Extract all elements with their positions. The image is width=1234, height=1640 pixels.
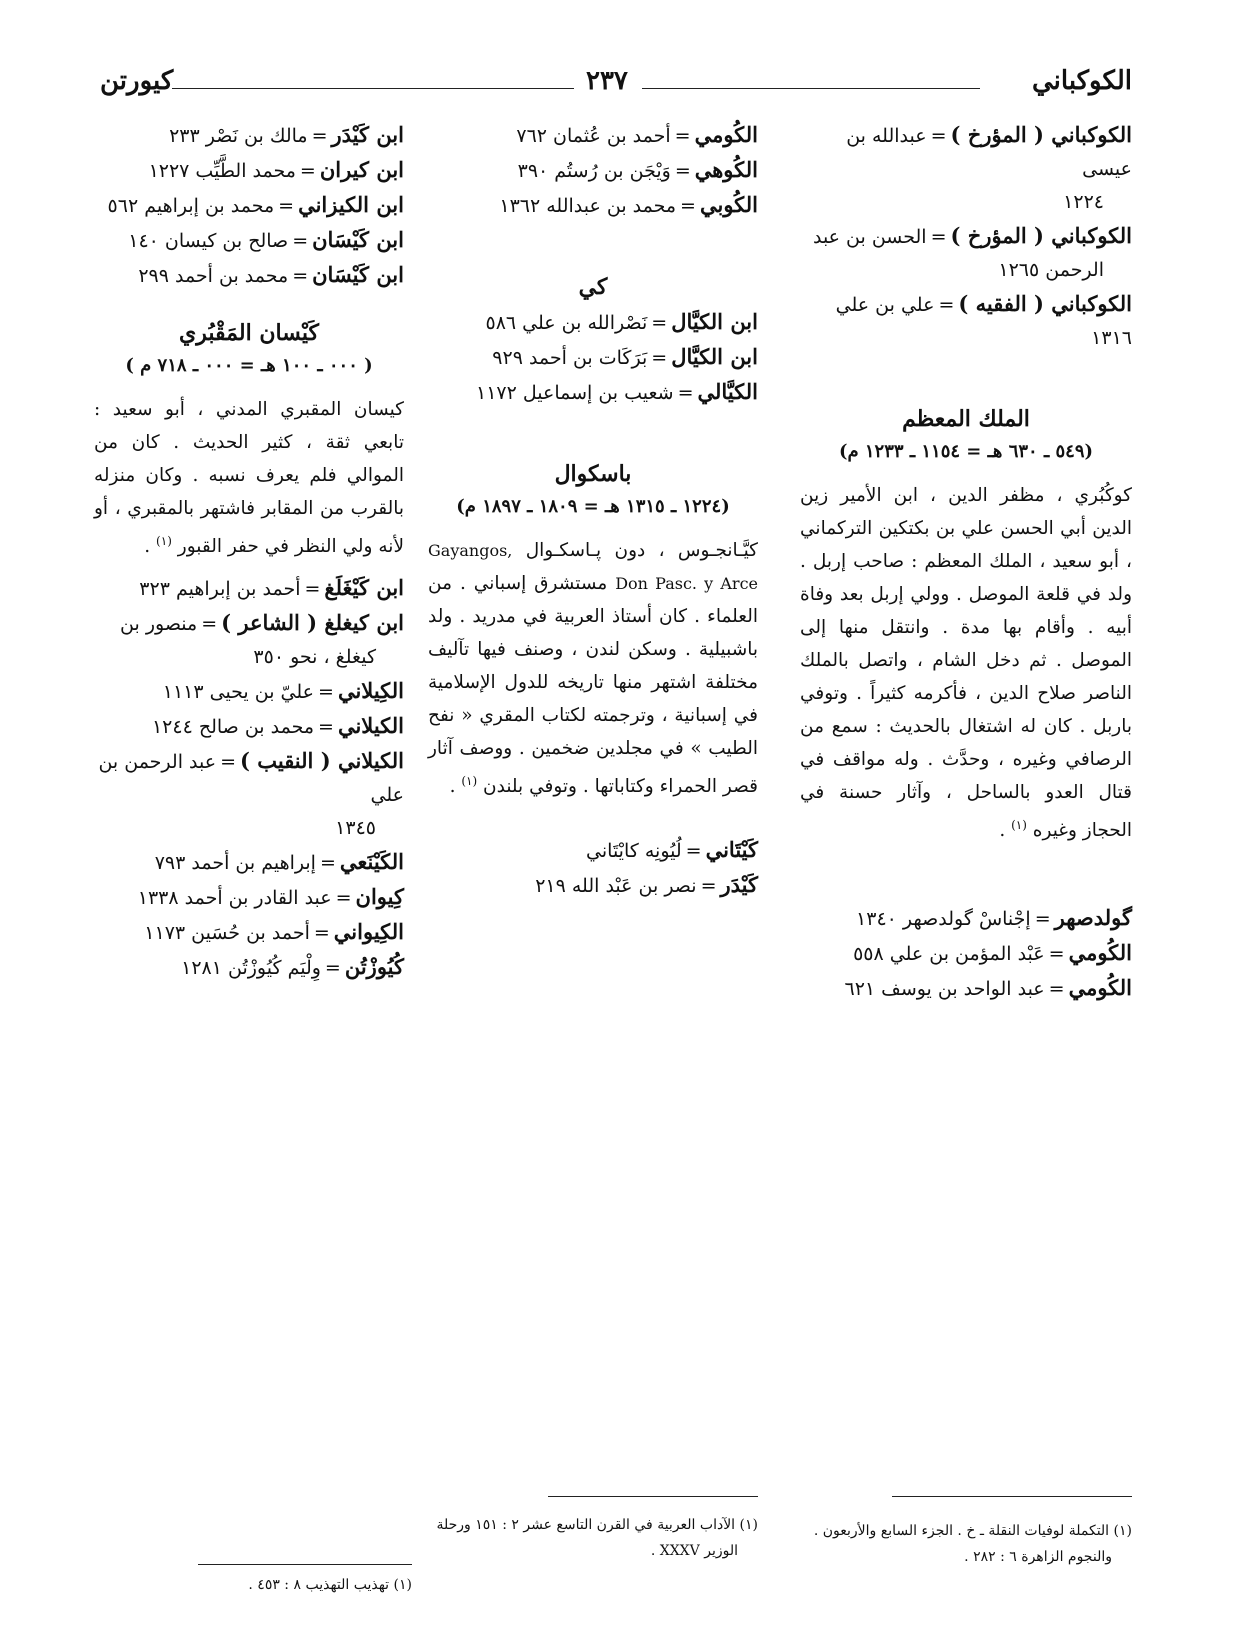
index-entry: الكُومي=عبد الواحد بن يوسف ٦٢١: [844, 975, 1132, 1001]
index-entry-cont: كيغلغ ، نحو ٣٥٠: [253, 646, 376, 669]
index-entry: الكِيلاني=عليّ بن يحيى ١١١٣: [162, 678, 404, 704]
footnote-line: (١) التكملة لوفيات النقلة ـ خ . الجزء السابع والأربعون .: [813, 1523, 1132, 1539]
index-entry: ابن كيغلغ ( الشاعر )=منصور بن: [120, 610, 404, 636]
index-entry: الكيلاني ( النقيب )=عبد الرحمن بن علي: [98, 748, 404, 807]
latin-name: Gayangos, Don Pasc. y Arce: [428, 541, 758, 593]
index-entry: الكيلاني=محمد بن صالح ١٢٤٤: [151, 713, 404, 739]
section-title: كَيْسان المَقْبُري: [179, 320, 319, 346]
footnote-marker: (١): [1011, 818, 1027, 832]
footnote-rule-middle: [548, 1496, 758, 1497]
middle-column: [428, 118, 758, 903]
index-entry: ابن كَيْدَر=مالك بن نَصْر ٢٣٣: [169, 122, 404, 147]
right-column: [800, 118, 1132, 1006]
header-right-word: الكوكباني: [1032, 66, 1132, 96]
footnote-line: والنجوم الزاهرة ٦ : ٢٨٢ .: [964, 1549, 1112, 1565]
index-entry: الكوكباني ( المؤرخ )=الحسن بن عبد: [812, 223, 1132, 248]
index-entry: ابن الكيَّال=نَصْرالله بن علي ٥٨٦: [485, 309, 758, 334]
index-entry: الكُوبي=محمد بن عبدالله ١٣٦٢: [499, 192, 758, 217]
section-title: باسكوال: [554, 461, 632, 487]
footnote-rule-right: [892, 1496, 1132, 1497]
index-entry: الكوكباني ( المؤرخ )=عبدالله بن عيسى: [846, 122, 1132, 180]
header-rule-left: [172, 88, 574, 89]
index-entry: كَيْتَاني=لُيُونِه كايْتَاني: [586, 837, 758, 863]
index-entry: ابن كَيْغَلَغ=أحمد بن إبراهيم ٣٢٣: [139, 575, 404, 601]
header-rule-right: [642, 88, 980, 89]
footnote-marker: (١): [461, 774, 478, 788]
index-entry-cont: ١٢٢٤: [1063, 191, 1104, 213]
index-entry: كِيوان=عبد القادر بن أحمد ١٣٣٨: [137, 884, 404, 910]
footnote-middle: [428, 1512, 758, 1564]
index-entry: ابن كَيْسَان=صالح بن كيسان ١٤٠: [128, 227, 404, 252]
index-entry-cont: الرحمن ١٢٦٥: [998, 259, 1104, 281]
group-title: كي: [578, 274, 608, 300]
footnote-rule-left: [198, 1564, 412, 1565]
index-entry: كُيُوزْتُن=وِلْيَم كُيُوزْتُن ١٢٨١: [181, 954, 404, 980]
section-dates: ( ٠٠٠ ـ ١٠٠ هـ = ٠٠٠ ـ ٧١٨ م ): [125, 355, 373, 376]
index-entry: الكُوهي=وَيْجَن بن رُستُم ٣٩٠: [517, 157, 758, 182]
index-entry: ابن كيران=محمد الطَّيِّب ١٢٢٧: [148, 157, 404, 182]
footnote-line: الوزير XXXV .: [650, 1543, 738, 1559]
section-dates: (١٢٢٤ ـ ١٣١٥ هـ = ١٨٠٩ ـ ١٨٩٧ م): [456, 496, 730, 517]
page-number: ٢٣٧: [586, 66, 628, 96]
footnote-marker: (١): [156, 534, 172, 548]
footnote-right: [792, 1518, 1132, 1570]
biography-text: كيسان المقبري المدني ، أبو سعيد : تابعي ثقة ، كثير الحديث . كان من الموالي فلم يعرف نسبه . وكان منزله بالقرب من المقابر فاشتهر بالمقبري ، أو لأنه ولي النظر في حفر القبور $^{(١)}$ .: [94, 399, 404, 558]
biography-text: كيَّـانجـوس ، دون پـاسكـوال Gayangos, Don Pasc. y Arce مستشرق إسباني . من العلماء . كان أستاذ العربية في مدريد . ولد باشبيلية . وسكن لندن ، وصنف فيها تآليف مختلفة اشتهر منها تاريخه للدول الإسلامية في إسبانية ، وترجمته لكتاب المقري « نفح الطيب » في مجلدين ضخمين . ووصف آثار قصر الحمراء وكتاباتها . وتوفي بلندن $^{(١)}$ .: [428, 540, 758, 798]
index-entry: ابن الكيَّال=بَرَكَات بن أحمد ٩٢٩: [492, 344, 758, 369]
running-header: [100, 66, 1132, 100]
index-entry: الكوكباني ( الفقيه )=علي بن علي ١٣١٦: [835, 291, 1132, 349]
footnote-left: [182, 1572, 412, 1598]
footnote-line: (١) الآداب العربية في القرن التاسع عشر ٢ : ١٥١ ورحلة: [436, 1517, 758, 1533]
index-entry: الكُومي=عَبْد المؤمن بن علي ٥٥٨: [853, 940, 1132, 966]
footnote-line: (١) تهذيب التهذيب ٨ : ٤٥٣ .: [248, 1577, 412, 1593]
biography-text: كوكُبُري ، مظفر الدين ، ابن الأمير زين الدين أبي الحسن علي بن بكتكين التركماني ، أبو سعيد ، الملك المعظم : صاحب إربل . ولد في قلعة الموصل . وولي إربل بعد وفاة أبيه . وأقام بها مدة . وانتقل منها إلى الموصل . ثم دخل الشام ، واتصل بالملك الناصر صلاح الدين ، فأكرمه كثيراً . وتوفي باربل . كان له اشتغال بالحديث : سمع من الرصافي وغيره ، وحدَّث . وله مواقف في قتال العدو بالساحل ، وآثار حسنة في الحجاز وغيره $^{(١)}$ .: [800, 485, 1132, 842]
left-column: [94, 118, 404, 985]
index-entry: ابن الكيزاني=محمد بن إبراهيم ٥٦٢: [107, 192, 404, 217]
section-dates: (٥٤٩ ـ ٦٣٠ هـ = ١١٥٤ ـ ١٢٣٣ م): [838, 441, 1094, 462]
index-entry: الكيَّالي=شعيب بن إسماعيل ١١٧٢: [476, 379, 758, 404]
index-entry: گولدصهر=إجْناسْ گولدصهر ١٣٤٠: [856, 905, 1132, 931]
index-entry: ابن كَيْسَان=محمد بن أحمد ٢٩٩: [138, 262, 404, 287]
section-title: الملك المعظم: [902, 406, 1030, 432]
index-entry: الكَيْنَعي=إبراهيم بن أحمد ٧٩٣: [154, 849, 404, 875]
index-entry: كَيْدَر=نصر بن عَبْد الله ٢١٩: [535, 872, 758, 898]
index-entry-cont: ١٣٤٥: [335, 817, 376, 840]
index-entry: الكُومي=أحمد بن عُثمان ٧٦٢: [516, 122, 758, 147]
index-entry: الكِيواني=أحمد بن حُسَين ١١٧٣: [144, 919, 404, 945]
header-left-word: كيورتن: [100, 66, 174, 96]
